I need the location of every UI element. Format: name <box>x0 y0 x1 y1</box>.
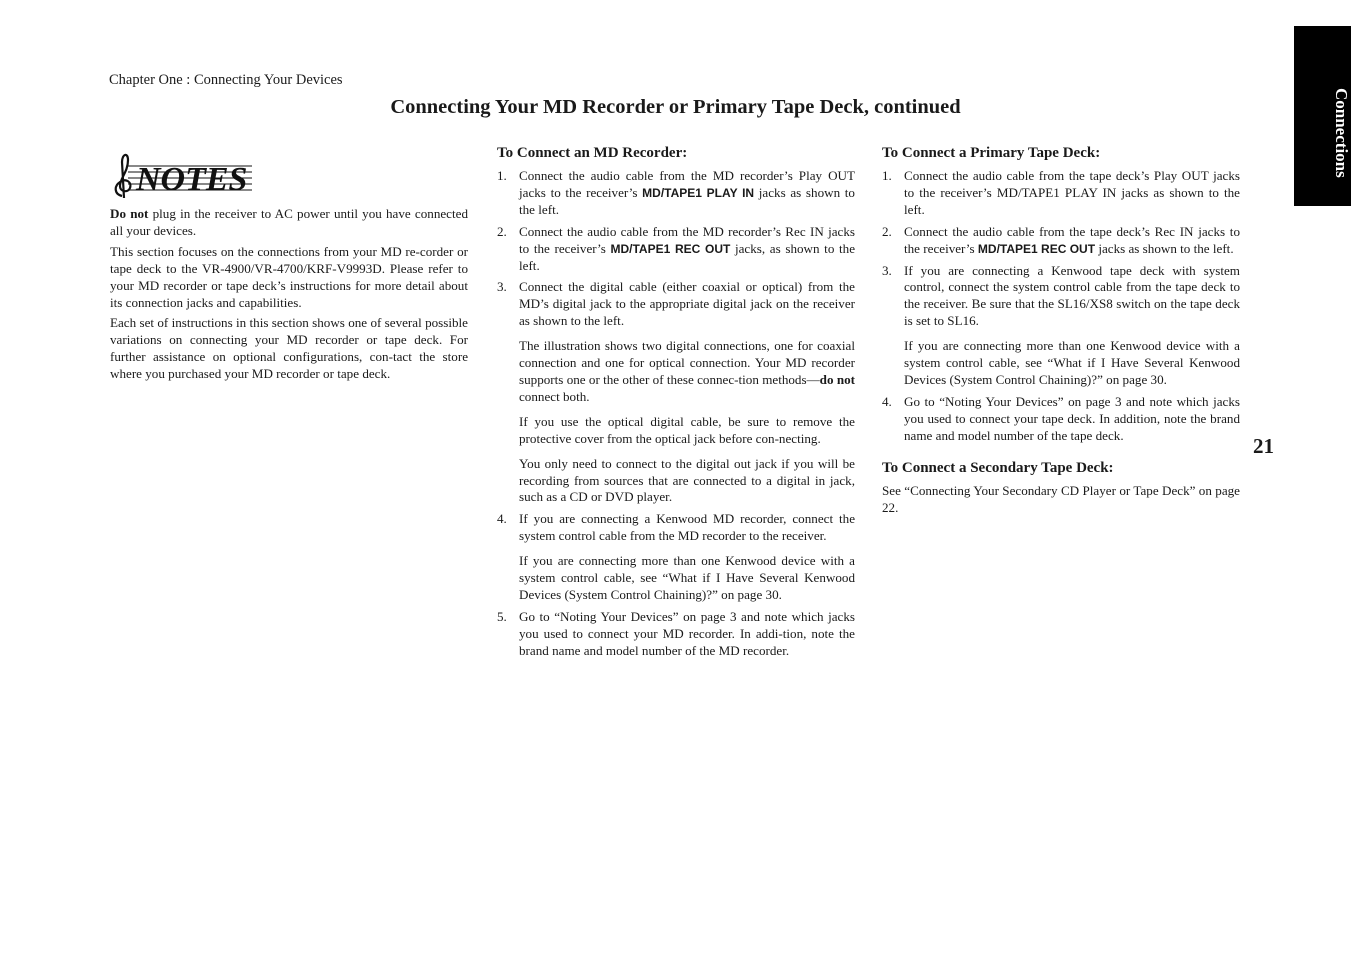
page-number: 21 <box>1253 434 1274 458</box>
md-step-4: 4. If you are connecting a Kenwood MD recorder, connect the system control cable from the MD recorder to the receiver. If you are connecting more than one Kenwood device with a system control cable, see “What if I Have Several Kenwood Devices (System Control Chaining)?” on page 30. <box>497 511 855 602</box>
tape-step-3: 3. If you are connecting a Kenwood tape deck with system control, connect the system control cable from the tape deck to the receiver. Be sure that the SL16/XS8 switch on the tape deck is set to SL16. If you are connecting more than one Kenwood device with a system control cable, see “What if I Have Several Kenwood Devices (System Control Chaining)?” on page 30. <box>882 262 1240 387</box>
treble-clef-icon <box>116 155 131 198</box>
section-tab[interactable] <box>1294 26 1351 206</box>
md-step-5: 5. Go to “Noting Your Devices” on page 3 and note which jacks you used to connect your MD recorder. In addi-tion, note the brand name and model number of the MD recorder. <box>497 608 855 658</box>
md-step-3: 3. Connect the digital cable (either coaxial or optical) from the MD’s digital jack to the appropriate digital jack on the receiver as shown to the left. The illustration shows two digital connections, one for coaxial connection and one for optical connection. Your MD recorder supports one or the other of these connec-tion methods—do not connect both. If you use the optical digital cable, be sure to remove the protective cover from the optical jack before con-necting. You only need to connect to the digital out jack if you will be recording from sources that are connected to a digital in jack, such as a CD or DVD player. <box>497 279 856 505</box>
page-title: Connecting Your MD Recorder or Primary Tape Deck, continued <box>390 96 961 118</box>
md-step-1: 1. Connect the audio cable from the MD recorder’s Play OUT jacks to the receiver’s MD/TAPE1 PLAY IN jacks as shown to the left. <box>497 168 855 217</box>
secondary-tape-heading: To Connect a Secondary Tape Deck: <box>882 459 1114 476</box>
notes-paragraph: This section focuses on the connections from your MD re-corder or tape deck to the VR-4900/VR-4700/KRF-V9993D. Please refer to your MD recorder or tape deck’s instructions for more detail about its connection jacks and capabilities. <box>110 243 468 310</box>
tape-deck-column <box>882 144 1240 520</box>
md-recorder-column <box>497 144 855 665</box>
notes-paragraph: Each set of instructions in this section shows one of several possible variations on connecting your MD recorder or tape deck. For further assistance on optional configurations, con-tact the store where you purchased your MD recorder or tape deck. <box>110 315 468 382</box>
notes-logo <box>110 148 256 200</box>
notes-logo-text: NOTES <box>136 161 248 198</box>
tape-step-1: 1. Connect the audio cable from the tape deck’s Play OUT jacks to the receiver’s MD/TAPE1 PLAY IN jacks as shown to the left. <box>882 168 1240 217</box>
tape-step-4: 4. Go to “Noting Your Devices” on page 3 and note which jacks you used to connect your tape deck. In addition, note the brand name and model number of the tape deck. <box>882 393 1240 443</box>
md-recorder-heading: To Connect an MD Recorder: <box>497 145 688 161</box>
notes-column <box>110 148 468 387</box>
secondary-tape-text: See “Connecting Your Secondary CD Player or Tape Deck” on page 22. <box>882 482 1240 515</box>
chapter-header: Chapter One : Connecting Your Devices <box>109 72 343 88</box>
primary-tape-heading: To Connect a Primary Tape Deck: <box>882 145 1101 161</box>
md-step-2: 2. Connect the audio cable from the MD recorder’s Rec IN jacks to the receiver’s MD/TAPE1 REC OUT jacks, as shown to the left. <box>497 223 856 273</box>
section-tab-label: Connections <box>1332 88 1351 178</box>
tape-step-2: 2. Connect the audio cable from the tape deck’s Rec IN jacks to the receiver’s MD/TAPE1 REC OUT jacks as shown to the left. <box>882 223 1240 256</box>
notes-paragraph: Do not plug in the receiver to AC power until you have connected all your devices. <box>110 206 468 238</box>
